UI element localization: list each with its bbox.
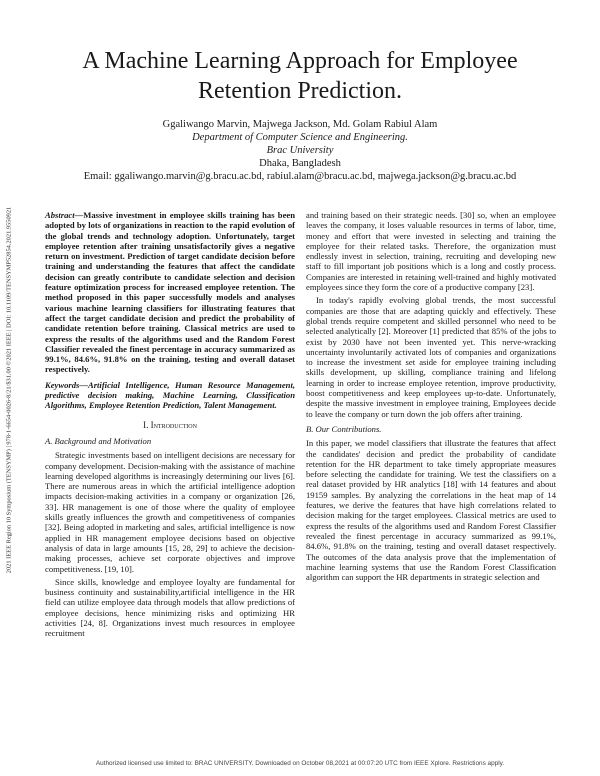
left-column [45, 210, 295, 642]
ieee-sidebar [2, 160, 16, 620]
sidebar-citation: 2021 IEEE Region 10 Symposium (TENSYMP) | 978-1-6654-0026-8/21/$31.00 ©2021 IEEE | DOI: 10.1109/TENSYMP52854.2021.9550921 [5, 206, 13, 574]
subsection-heading-background: A. Background and Motivation [45, 435, 152, 446]
paragraph-background-1: Strategic investments based on intelligent decisions are necessary for company development. Decision-making with the assistance of machine learning developed algorithms is increasingly determining our lives [6]. There are numerous areas in which the artificial intelligence adoption impacts decision-making activities in a company or organization [26, 33]. HR management is one of those where the quality of employee skills greatly influences the growth and competitiveness of companies [32]. Being adopted in marketing and sales, artificial intelligence is now applied in HR management employee decisions based on objective analysis of data in large amounts [15, 28, 29] to achieve the decision-making processes, achieve set corporate objectives and improve competitiveness. [19, 10]. [45, 450, 295, 574]
paragraph-contributions: In this paper, we model classifiers that illustrate the features that affect the candidates' decision and predict the probability of candidate retention for the HR department to take timely appropriate measures before selecting the candidate for training. We test the classifiers on a real dataset provided by HR analytics [18] with 14 features and about 19159 samples. By analyzing the correlations in the heat map of 14 features, we derive the features that have high correlations related to decision making for the target employees. Classical metrics are used to express the results of the algorithms used and Random Forest Classifier revealed the finest percentage in accuracy summarized as 99.1%, 84.6%, 91.8% on the training, testing and overall dataset respectively. The outcomes of the data analysis prove that the implementation of machine learning systems that use the Random Forest Classification algorithm can support the HR departments in strategic selection and [306, 438, 556, 583]
keywords [45, 380, 295, 411]
paragraph-background-2: Since skills, knowledge and employee loyalty are fundamental for business continuity and sustainability,artificial intelligence in the HR field can utilize employee data through models that allow predictions of employee decisions, hence minimizing risks and optimizing HR activities [24, 8]. Organizations invest much resources in employee recruitment [45, 576, 295, 639]
keywords-text: Artificial Intelligence, Human Resource Management, predictive decision making, Machine Learning, Classification Algorithms, Employee Retention Prediction, Talent Management. [45, 379, 295, 411]
right-column [306, 210, 556, 585]
location: Dhaka, Bangladesh [259, 158, 341, 169]
license-footer: Authorized licensed use limited to: BRAC UNIVERSITY. Downloaded on October 08,2021 at 00:07:20 UTC from IEEE Xplore. Restrictions apply. [95, 760, 505, 767]
department: Department of Computer Science and Engineering. [192, 132, 408, 143]
paragraph-right-1: and training based on their strategic needs. [30] so, when an employee leaves the company, it loses valuable resources in terms of labor, time, money and effort that were invested in selecting and training the employee for their related tasks. Therefore, the organization must endlessly invest in selection, training, recruiting and developing new staff to fill important job positions which is a long and costly process. Companies are interested in retaining well-trained and highly motivated employees since they form the core of a productive company [23]. [306, 210, 556, 293]
author-names: Ggaliwango Marvin, Majwega Jackson, Md. Golam Rabiul Alam [162, 119, 438, 130]
section-heading-introduction: I. Introduction [143, 419, 197, 430]
paper-title: A Machine Learning Approach for Employee Retention Prediction. [82, 48, 518, 104]
abstract [45, 210, 295, 375]
abstract-text: Massive investment in employee skills training has been adopted by lots of organizations in reaction to the rapid evolution of the global trends and technology adoption. Unfortunately, target employee retention after training unsatisfactorily gives a negative return on investment. Prediction of target candidate decision before training and understanding the features that affect the candidate decision can greatly contribute to candidate selection and decision feature optimization process for increased employee retention. The method proposed in this paper successfully models and analyses various machine learning classifiers for illustrating features that affect the target candidate decision and predict the probability of candidate retention before training. Classical metrics are used to express the results of the algorithms used and the Random Forest Classifier revealed the finest percentage in accuracy summarized as 99.1%, 84.6%, 91.8% on the training, testing and overall dataset respectively. [45, 210, 295, 375]
keywords-label: Keywords— [45, 379, 88, 390]
abstract-label: Abstract— [45, 210, 84, 220]
university: Brac University [266, 145, 334, 156]
email-line: Email: ggaliwango.marvin@g.bracu.ac.bd, rabiul.alam@bracu.ac.bd, majwega.jackson@g.bracu.ac.bd [83, 171, 517, 182]
subsection-heading-contributions: B. Our Contributions. [306, 423, 382, 434]
paragraph-right-2: In today's rapidly evolving global trends, the most successful companies are those that are adapting quickly and effectively. These global trends require competent and skilled personnel who need to be selected analytically [2]. Moreover [1] predicted that 85% of the jobs to exist by 2030 have not been invented yet. This nerve-wracking uncertainty involuntarily activated lots of companies and organizations to increase the investment set aside for employee training including skills development, up skilling, compliance training and lifelong learning in order to increase employee retention, improve productivity, boost competitiveness and keep employees up-to-date. Unfortunately, despite the massive investment in employee training, Employees decide to leave the company or turn down the job offers after training. [306, 295, 556, 419]
author-block [60, 118, 540, 183]
